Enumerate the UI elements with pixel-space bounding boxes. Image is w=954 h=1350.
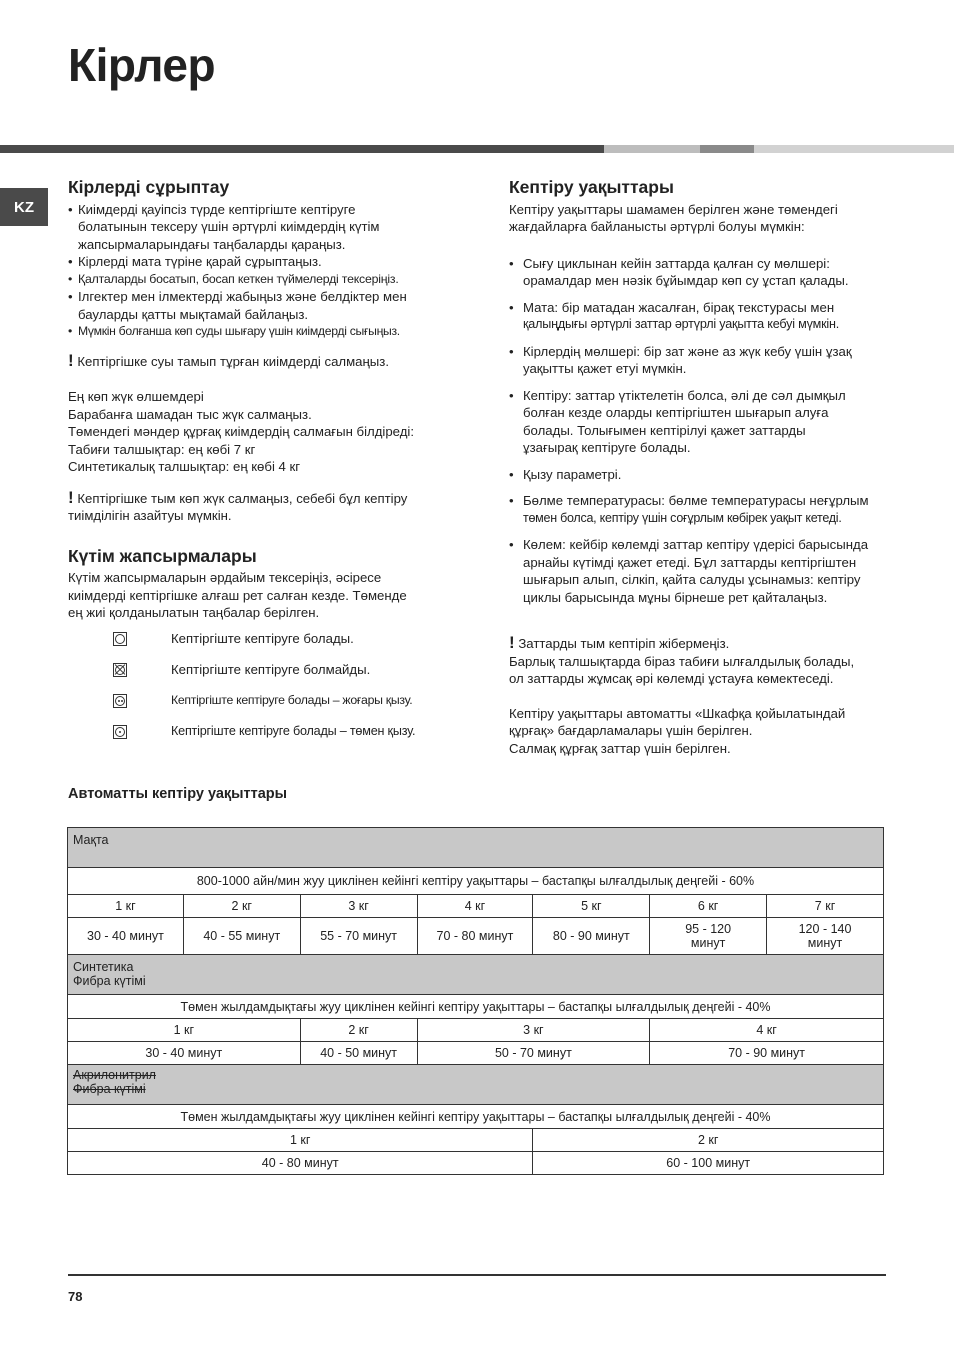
load-cell: 2 кг <box>533 1129 884 1152</box>
care-symbol-row: Кептіргіште кептіруге болады – жоғары қызу. <box>68 686 458 717</box>
load-cell: 7 кг <box>767 895 884 918</box>
care-intro: Күтім жапсырмаларын әрдайым тексеріңіз, әсіресе киімдерді кептіргішке алғаш рет салған кезде. Төменде ең жиі қолданылатын таңбалар берілген. <box>68 570 407 620</box>
tumble-dry-high-heat-icon <box>113 694 127 708</box>
warning-icon: ! <box>509 633 515 652</box>
time-cell: 30 - 40 минут <box>68 1042 301 1065</box>
load-cell: 3 кг <box>300 895 417 918</box>
time-cell: 50 - 70 минут <box>417 1042 650 1065</box>
max-load-info: Ең көп жүк өлшемдері Барабанға шамадан тыс жүк салмаңыз. Төмендегі мәндер құрғақ киімдердің салмағын білдіреді: Табиғи талшықтар: ең көбі 7 кг Синтетикалық талшықтар: ең көбі 4 кг <box>68 389 414 474</box>
load-cell: 6 кг <box>650 895 767 918</box>
load-cell: 1 кг <box>68 895 184 918</box>
cycle-description: 800-1000 айн/мин жуу циклінен кейінгі кептіру уақыттары – бастапқы ылғалдылық деңгейі - 60% <box>68 868 884 895</box>
time-cell: 40 - 80 минут <box>68 1152 533 1175</box>
page-number: 78 <box>68 1289 83 1304</box>
tumble-dry-icon <box>113 632 127 646</box>
load-cell: 3 кг <box>417 1019 650 1042</box>
time-cell: 80 - 90 минут <box>533 918 650 955</box>
language-tab: KZ <box>0 188 48 226</box>
list-item: • Қызу параметрі. <box>509 466 622 482</box>
right-column <box>509 179 894 757</box>
list-item: • Сығу циклынан кейін заттарда қалған су мөлшері: орамалдар мен нәзік бұйымдар көп су ұстап қалады. <box>509 255 849 288</box>
factor-list <box>509 255 894 607</box>
tumble-dry-low-heat-icon <box>113 725 127 739</box>
list-item: • Кірлердің мөлшері: бір зат және аз жүк кебу үшін ұзақ уақытты қажет етуі мүмкін. <box>509 343 852 376</box>
table-heading: Автоматты кептіру уақыттары <box>68 786 288 802</box>
warning-note: ! Кептіргішке тым көп жүк салмаңыз, себебі бұл кептіру тиімділігін азайтуы мүмкін. <box>68 487 408 523</box>
time-cell: 70 - 80 минут <box>417 918 533 955</box>
load-cell: 5 кг <box>533 895 650 918</box>
time-cell: 30 - 40 минут <box>68 918 184 955</box>
cycle-description: Төмен жылдамдықтағы жуу циклінен кейінгі кептіру уақыттары – бастапқы ылғалдылық деңгейі - 40% <box>68 995 884 1019</box>
warning-note: ! Заттарды тым кептіріп жібермеңіз. <box>509 633 730 652</box>
time-cell: 55 - 70 минут <box>300 918 417 955</box>
care-symbol-list <box>68 624 458 748</box>
fabric-label-synthetic: Синтетика Фибра күтімі <box>68 955 884 995</box>
time-cell: 40 - 55 минут <box>183 918 300 955</box>
footer-divider <box>68 1274 886 1276</box>
load-cell: 2 кг <box>300 1019 417 1042</box>
header-bar <box>0 145 604 153</box>
list-item: • Бөлме температурасы: бөлме температурасы неғұрлым төмен болса, кептіру үшін соғұрлым көбірек уақыт кетеді. <box>509 493 869 525</box>
left-column <box>68 179 458 748</box>
header-bar-segment <box>754 145 954 153</box>
section-heading-care: Күтім жапсырмалары <box>68 545 257 566</box>
drying-times-table <box>67 827 884 1175</box>
care-symbol-row: Кептіргіште кептіруге болмайды. <box>68 655 458 686</box>
warning-icon: ! <box>68 487 74 507</box>
list-item: • Мата: бір матадан жасалған, бірақ текстурасы мен қалыңдығы әртүрлі заттар әртүрлі уақытта кебуі мүмкін. <box>509 299 840 331</box>
page-title: Кірлер <box>68 39 216 91</box>
list-item: • Киімдерді қауіпсіз түрде кептіргіште кептіруге болатынын тексеру үшін әртүрлі киімдердің күтім жапсырмаларындағы таңбаларды қараңыз. <box>68 201 380 252</box>
section-heading-sorting: Кірлерді сұрыптау <box>68 177 230 197</box>
fabric-label-acrylic: Акрилонитрил Фибра күтімі <box>68 1065 884 1105</box>
care-symbol-row: Кептіргіште кептіруге болады – төмен қызу. <box>68 717 458 748</box>
program-note: Кептіру уақыттары автоматты «Шкафқа қойылатындай құрғақ» бағдарламалары үшін берілген. Салмақ құрғақ заттар үшін берілген. <box>509 705 846 756</box>
load-cell: 1 кг <box>68 1019 301 1042</box>
moisture-note: Барлық талшықтарда біраз табиғи ылғалдылық болады, ол заттарды жұмсақ әрі көлемді ұстауға көмектеседі. <box>509 653 855 686</box>
load-cell: 4 кг <box>417 895 533 918</box>
sorting-list <box>68 201 458 341</box>
load-cell: 2 кг <box>183 895 300 918</box>
list-item: • Кірлерді мата түріне қарай сұрыптаңыз. <box>68 254 322 269</box>
load-cell: 1 кг <box>68 1129 533 1152</box>
time-cell: 120 - 140 минут <box>767 918 884 955</box>
fabric-label-cotton: Мақта <box>68 828 884 868</box>
load-cell: 4 кг <box>650 1019 884 1042</box>
warning-icon: ! <box>68 350 74 370</box>
list-item: • Көлем: кейбір көлемді заттар кептіру үдерісі барысында арнайы күтімді қажет етеді. Бұл заттарды кептіргіштен шығарып алып, сілкіп, қайта салуды ұсынамыз: кептіру циклы барысында мұны бірнеше рет қайталаңыз. <box>509 537 869 605</box>
warning-note: ! Кептіргішке суы тамып тұрған киімдерді салмаңыз. <box>68 350 389 370</box>
time-cell: 70 - 90 минут <box>650 1042 884 1065</box>
list-item: • Ілгектер мен ілмектерді жабыңыз және белдіктер мен бауларды қатты мықтамай байлаңыз. <box>68 289 407 322</box>
drying-intro: Кептіру уақыттары шамамен берілген және төмендегі жағдайларға байланысты әртүрлі болуы мүмкін: <box>509 201 838 234</box>
list-item: • Қалталарды босатып, босап кеткен түймелерді тексеріңіз. <box>68 271 399 286</box>
header-bar-segment <box>604 145 700 153</box>
time-cell: 40 - 50 минут <box>300 1042 417 1065</box>
list-item: • Мүмкін болғанша көп суды шығару үшін киімдерді сығыңыз. <box>68 324 400 338</box>
header-bar-segment <box>700 145 754 153</box>
time-cell: 60 - 100 минут <box>533 1152 884 1175</box>
list-item: • Кептіру: заттар үтіктелетін болса, әлі де сәл дымқыл болған кезде оларды кептіргіштен шығарып алуға болады. Толығымен кептірілуі қажет заттарды ұзағырақ кептіруге болады. <box>509 387 846 455</box>
cycle-description: Төмен жылдамдықтағы жуу циклінен кейінгі кептіру уақыттары – бастапқы ылғалдылық деңгейі - 40% <box>68 1105 884 1129</box>
section-heading-drying-times: Кептіру уақыттары <box>509 177 674 197</box>
do-not-tumble-dry-icon <box>113 663 127 677</box>
time-cell: 95 - 120 минут <box>650 918 767 955</box>
care-symbol-row: Кептіргіште кептіруге болады. <box>68 624 458 655</box>
